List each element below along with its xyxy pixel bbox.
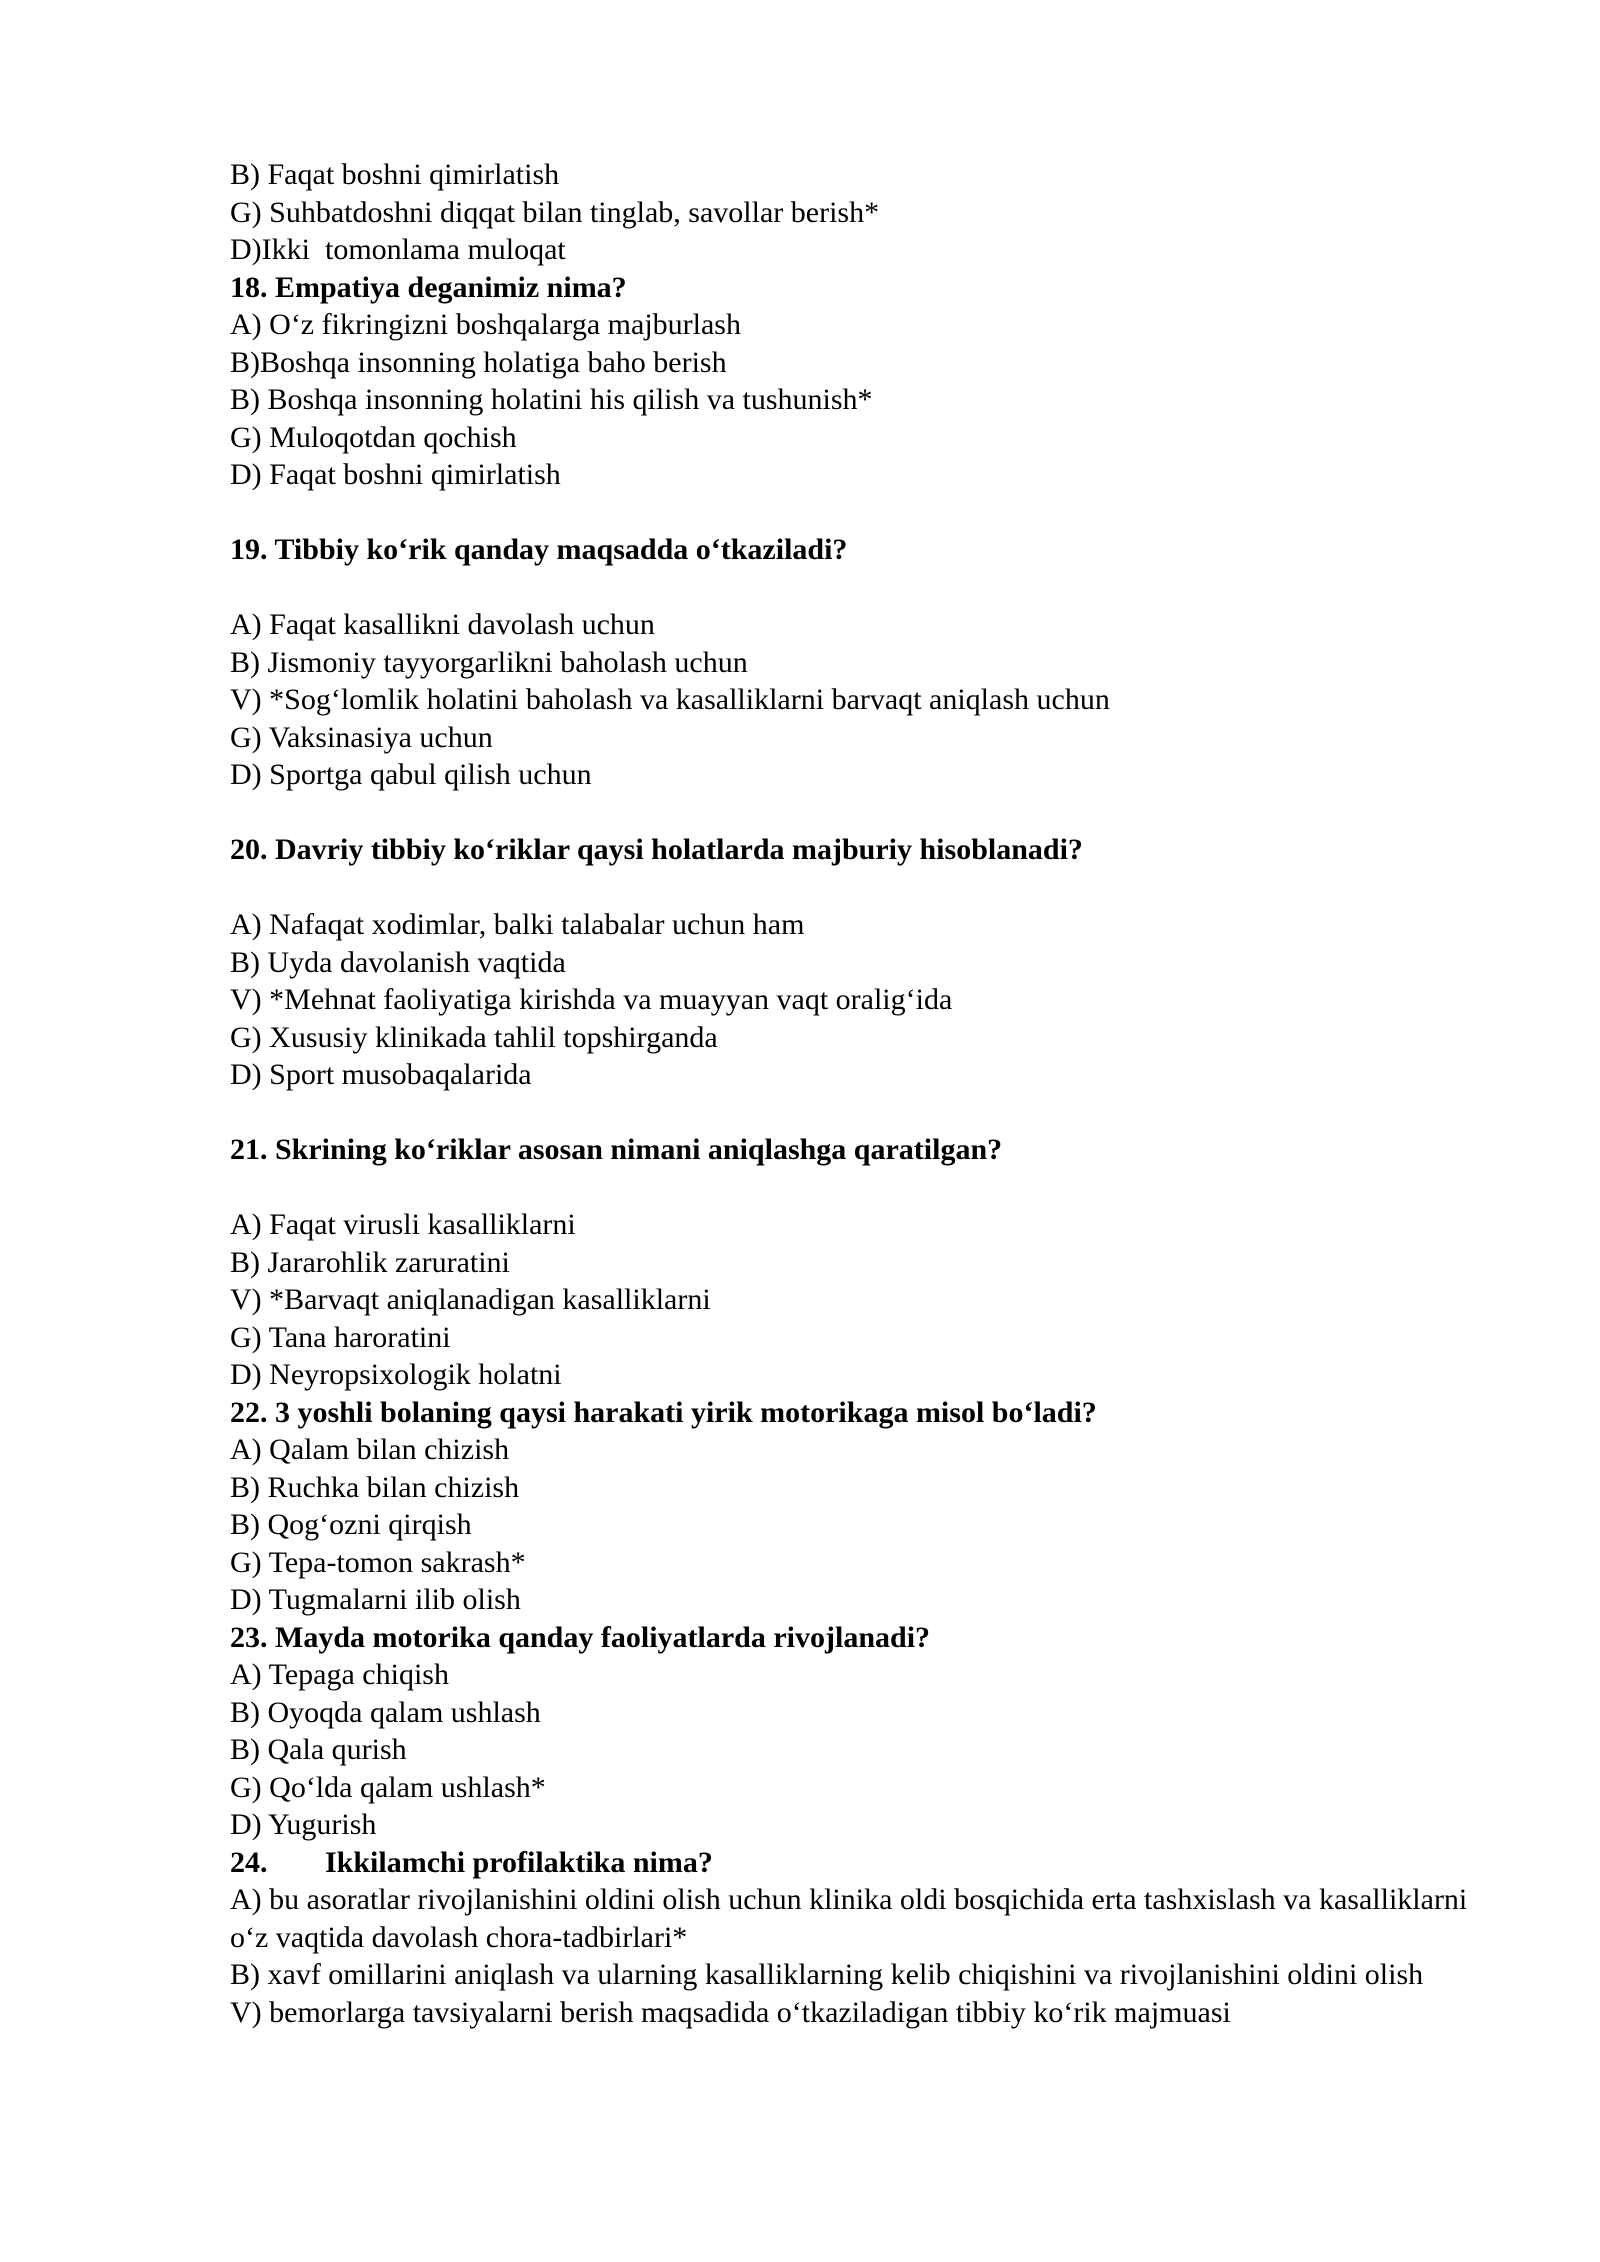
q19-title: 19. Tibbiy ko‘rik qanday maqsadda o‘tkaziladi?: [230, 533, 848, 566]
q18-option-a: A) O‘z fikringizni boshqalarga majburlash: [230, 308, 741, 341]
spacer: [230, 1169, 1470, 1207]
q20-option-d: D) Sport musobaqalarida: [230, 1058, 532, 1091]
q19-option-a: A) Faqat kasallikni davolash uchun: [230, 608, 655, 641]
q21-option-g: G) Tana haroratini: [230, 1320, 451, 1354]
q23-option-b1: B) Oyoqda qalam ushlash: [230, 1695, 541, 1729]
q21-option-b: B) Jararohlik zaruratini: [230, 1245, 510, 1279]
q17-option-d: D)Ikki tomonlama muloqat: [230, 233, 566, 266]
q17-option-b: B) Faqat boshni qimirlatish: [230, 158, 560, 191]
q18-title: 18. Empatiya deganimiz nima?: [230, 270, 627, 304]
q22-option-g: G) Tepa-tomon sakrash*: [230, 1545, 526, 1579]
q24-option-v: V) bemorlarga tavsiyalarni berish maqsadida o‘tkaziladigan tibbiy ko‘rik majmuasi: [230, 1995, 1231, 2029]
q18-option-b2: B) Boshqa insonning holatini his qilish va tushunish*: [230, 383, 873, 416]
q22-option-d: D) Tugmalarni ilib olish: [230, 1583, 521, 1616]
q18-option-g: G) Muloqotdan qochish: [230, 420, 517, 454]
q23-option-b2: B) Qala qurish: [230, 1733, 407, 1766]
q20-option-a: A) Nafaqat xodimlar, balki talabalar uchun ham: [230, 908, 805, 941]
q23-option-d: D) Yugurish: [230, 1808, 377, 1841]
q18-option-b1: B)Boshqa insonning holatiga baho berish: [230, 345, 727, 379]
q21-option-d: D) Neyropsixologik holatni: [230, 1358, 562, 1391]
q22-option-a: A) Qalam bilan chizish: [230, 1433, 510, 1466]
spacer: [230, 794, 1470, 832]
q24-option-b: B) xavf omillarini aniqlash va ularning kasalliklarning kelib chiqishini va rivojlanishini oldini olish: [230, 1958, 1424, 1991]
q19-option-g: G) Vaksinasiya uchun: [230, 720, 493, 754]
q24-heading: [230, 1844, 1470, 1882]
q24-option-a: A) bu asoratlar rivojlanishini oldini olish uchun klinika oldi bosqichida erta tashxislash va kasalliklarni o‘z vaqtida davolash chora-tadbirlari*: [230, 1883, 1468, 1954]
q24-title: Ikkilamchi profilaktika nima?: [325, 1845, 713, 1879]
q19-option-v: V) *Sog‘lomlik holatini baholash va kasalliklarni barvaqt aniqlash uchun: [230, 683, 1110, 716]
q21-option-a: A) Faqat virusli kasalliklarni: [230, 1208, 576, 1241]
spacer: [230, 569, 1470, 607]
q22-title: 22. 3 yoshli bolaning qaysi harakati yirik motorikaga misol bo‘ladi?: [230, 1395, 1097, 1429]
q19-option-d: D) Sportga qabul qilish uchun: [230, 758, 592, 791]
q20-option-b: B) Uyda davolanish vaqtida: [230, 945, 566, 979]
q19-option-b: B) Jismoniy tayyorgarlikni baholash uchun: [230, 645, 748, 679]
q22-option-b1: B) Ruchka bilan chizish: [230, 1470, 520, 1504]
q20-title: 20. Davriy tibbiy ko‘riklar qaysi holatlarda majburiy hisoblanadi?: [230, 833, 1083, 866]
q20-option-v: V) *Mehnat faoliyatiga kirishda va muayyan vaqt oralig‘ida: [230, 983, 953, 1016]
q17-option-g: G) Suhbatdoshni diqqat bilan tinglab, savollar berish*: [230, 195, 880, 229]
spacer: [230, 494, 1470, 532]
spacer: [230, 1094, 1470, 1132]
q20-option-g: G) Xususiy klinikada tahlil topshirganda: [230, 1020, 718, 1054]
q22-option-b2: B) Qog‘ozni qirqish: [230, 1508, 472, 1541]
q24-number: 24.: [230, 1845, 268, 1879]
q21-option-v: V) *Barvaqt aniqlanadigan kasalliklarni: [230, 1283, 711, 1316]
q23-title: 23. Mayda motorika qanday faoliyatlarda rivojlanadi?: [230, 1620, 931, 1654]
spacer: [230, 869, 1470, 907]
q23-option-g: G) Qo‘lda qalam ushlash*: [230, 1770, 546, 1804]
q18-option-d: D) Faqat boshni qimirlatish: [230, 458, 561, 491]
q23-option-a: A) Tepaga chiqish: [230, 1658, 449, 1691]
q21-title: 21. Skrining ko‘riklar asosan nimani aniqlashga qaratilgan?: [230, 1133, 1003, 1166]
document-page: [230, 156, 1470, 2031]
